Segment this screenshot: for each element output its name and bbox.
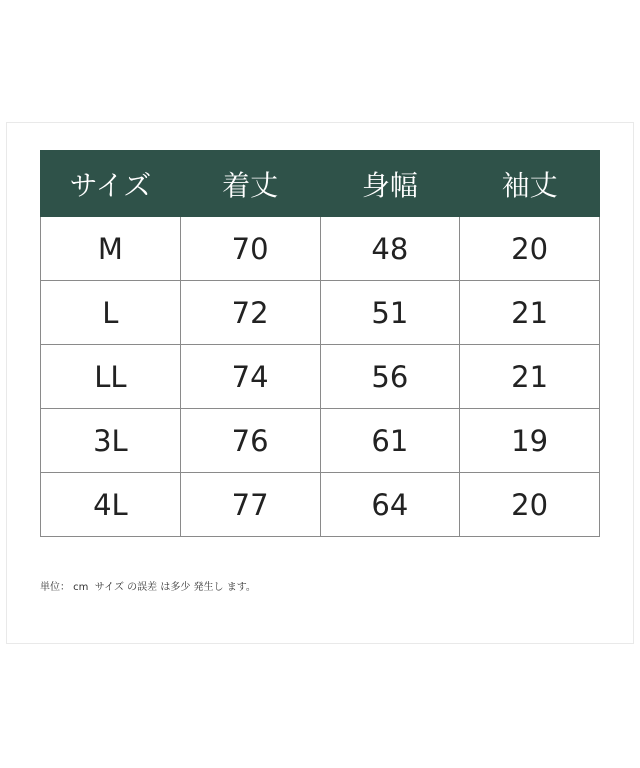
header-row — [41, 151, 600, 217]
table-row — [41, 345, 600, 409]
header-length: 着丈 — [180, 151, 320, 217]
cell-length: 77 — [180, 473, 320, 537]
cell-width: 56 — [320, 345, 460, 409]
cell-size: 3L — [41, 409, 181, 473]
cell-width: 64 — [320, 473, 460, 537]
cell-sleeve: 21 — [460, 345, 600, 409]
cell-width: 61 — [320, 409, 460, 473]
cell-length: 76 — [180, 409, 320, 473]
cell-width: 51 — [320, 281, 460, 345]
cell-length: 70 — [180, 217, 320, 281]
cell-length: 72 — [180, 281, 320, 345]
cell-size: 4L — [41, 473, 181, 537]
cell-sleeve: 20 — [460, 473, 600, 537]
cell-size: M — [41, 217, 181, 281]
header-sleeve: 袖丈 — [460, 151, 600, 217]
header-size: サイズ — [41, 151, 181, 217]
table-row — [41, 281, 600, 345]
cell-width: 48 — [320, 217, 460, 281]
table-row — [41, 217, 600, 281]
cell-sleeve: 21 — [460, 281, 600, 345]
table-row — [41, 409, 600, 473]
unit-note: 単位： cm サイズ の誤差 は多少 発生し ます。 — [40, 582, 256, 593]
cell-sleeve: 20 — [460, 217, 600, 281]
cell-length: 74 — [180, 345, 320, 409]
cell-size: L — [41, 281, 181, 345]
cell-size: LL — [41, 345, 181, 409]
table-row — [41, 473, 600, 537]
size-chart-table — [40, 150, 600, 537]
header-width: 身幅 — [320, 151, 460, 217]
cell-sleeve: 19 — [460, 409, 600, 473]
